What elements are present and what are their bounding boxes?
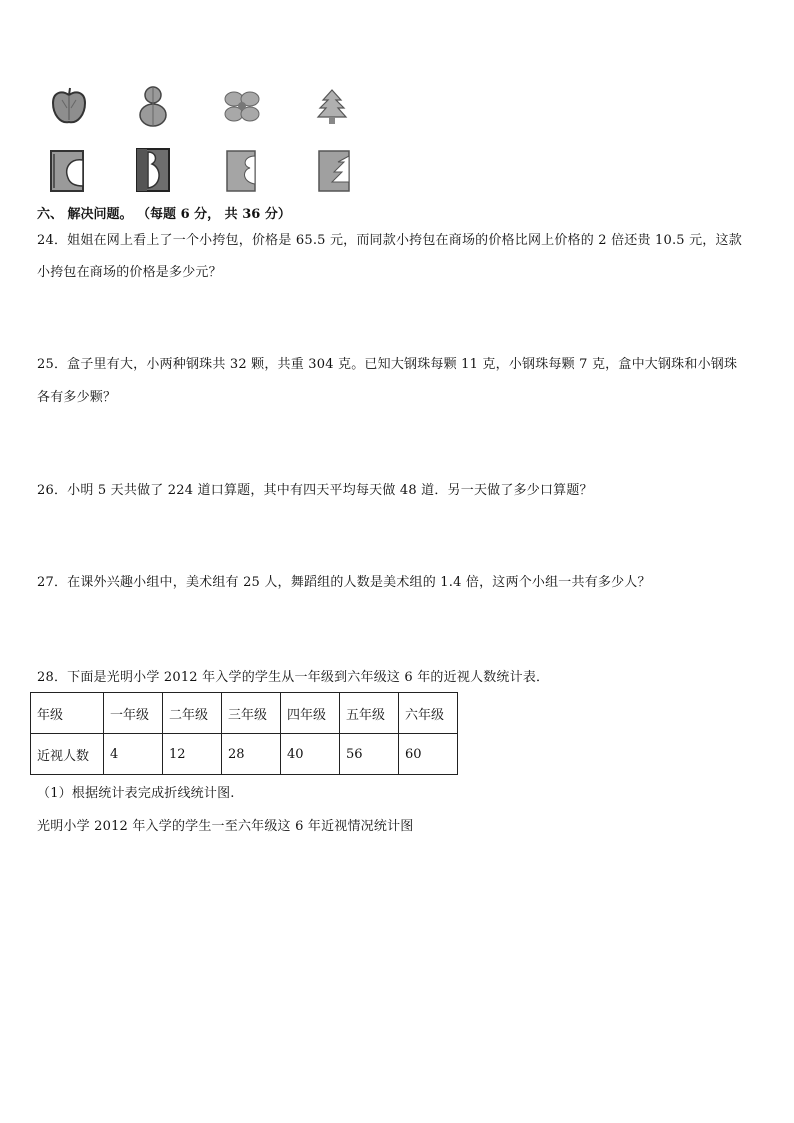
table-cell: 4 xyxy=(104,734,163,775)
half-gourd-shape xyxy=(136,148,170,192)
gourd-shape xyxy=(138,84,168,128)
table-cell: 40 xyxy=(281,734,340,775)
table-row xyxy=(31,734,458,775)
half-apple-shape xyxy=(50,150,84,192)
flower-shape xyxy=(222,89,262,123)
table-cell: 60 xyxy=(399,734,458,775)
apple-shape xyxy=(50,86,88,126)
table-cell: 一年级 xyxy=(104,693,163,734)
question-25-line-1: 25．盒子里有大，小两种钢珠共 32 颗，共重 304 克。已知大钢珠每颗 11 克，小钢珠每颗 7 克，盒中大钢珠和小钢珠 xyxy=(37,357,738,372)
table-header-grade: 年级 xyxy=(31,693,104,734)
question-28-sub-1: （1）根据统计表完成折线统计图. xyxy=(37,786,235,801)
question-28-intro: 28．下面是光明小学 2012 年入学的学生从一年级到六年级这 6 年的近视人数统计表． xyxy=(37,670,550,685)
table-cell: 六年级 xyxy=(399,693,458,734)
table-cell: 二年级 xyxy=(163,693,222,734)
table-row xyxy=(31,693,458,734)
question-26-line-1: 26．小明 5 天共做了 224 道口算题，其中有四天平均每天做 48 道．另一天做了多少口算题？ xyxy=(37,483,593,498)
question-25-line-2: 各有多少颗？ xyxy=(37,390,117,405)
table-cell: 56 xyxy=(340,734,399,775)
question-27-line-1: 27．在课外兴趣小组中，美术组有 25 人，舞蹈组的人数是美术组的 1.4 倍，这两个小组一共有多少人？ xyxy=(37,575,651,590)
myopia-statistics-table xyxy=(30,692,458,775)
table-cell: 28 xyxy=(222,734,281,775)
question-28-chart-title: 光明小学 2012 年入学的学生一至六年级这 6 年近视情况统计图 xyxy=(37,819,414,834)
table-cell: 四年级 xyxy=(281,693,340,734)
section-title: 六、 解决问题。 （每题 6 分， 共 36 分） xyxy=(37,207,291,222)
question-24-line-2: 小挎包在商场的价格是多少元？ xyxy=(37,265,222,280)
table-cell: 12 xyxy=(163,734,222,775)
tree-shape xyxy=(315,88,349,126)
half-tree-shape xyxy=(318,150,350,192)
table-cell: 五年级 xyxy=(340,693,399,734)
table-cell: 三年级 xyxy=(222,693,281,734)
half-flower-shape xyxy=(226,150,256,192)
question-24-line-1: 24．姐姐在网上看上了一个小挎包，价格是 65.5 元，而同款小挎包在商场的价格比网上价格的 2 倍还贵 10.5 元，这款 xyxy=(37,233,742,248)
table-header-count: 近视人数 xyxy=(31,734,104,775)
